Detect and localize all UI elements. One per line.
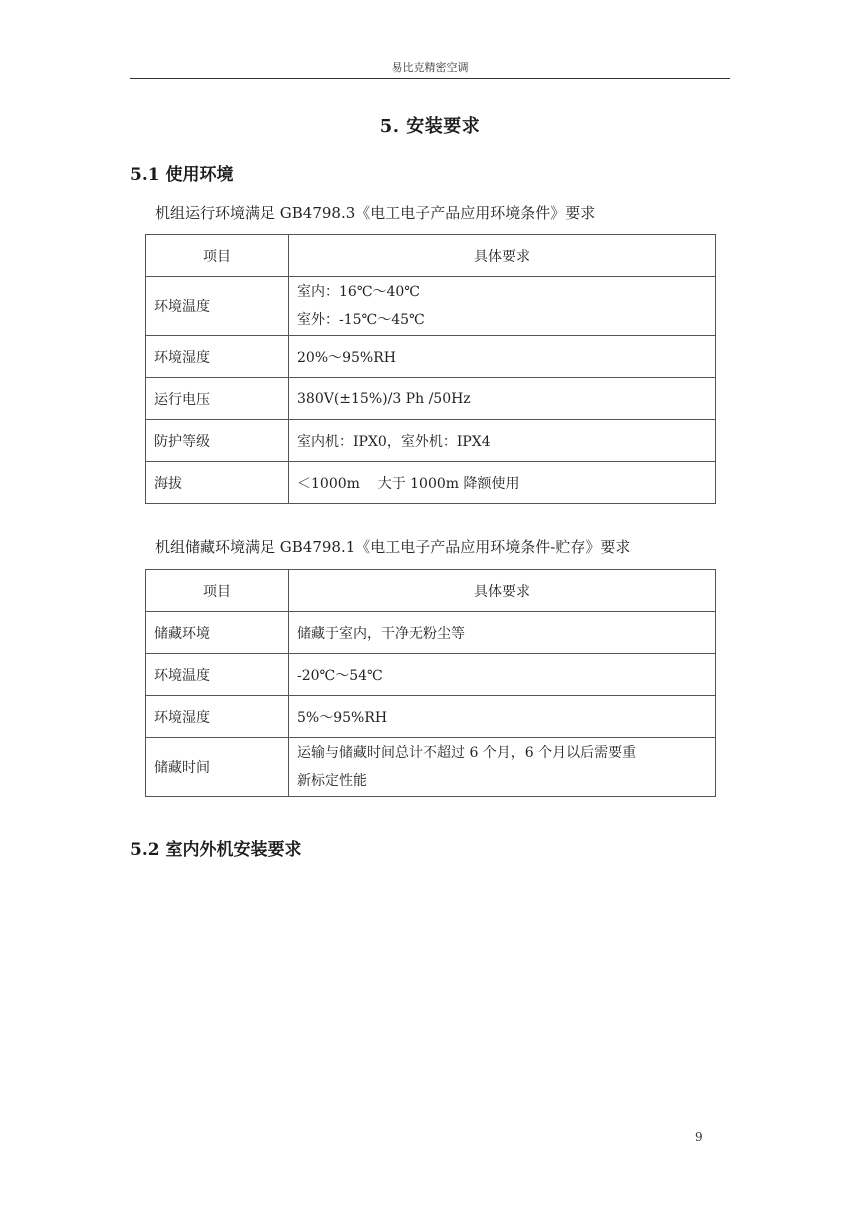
row-item: 运行电压 bbox=[146, 378, 289, 420]
row-item: 环境湿度 bbox=[146, 336, 289, 378]
table-row bbox=[146, 738, 716, 797]
requirement-line: 运输与储藏时间总计不超过 6 个月，6 个月以后需要重 bbox=[297, 745, 637, 761]
operating-environment-intro: 机组运行环境满足 GB4798.3《电工电子产品应用环境条件》要求 bbox=[155, 204, 596, 222]
row-requirement: -20℃～54℃ bbox=[289, 654, 716, 696]
row-requirement: 室内机：IPX0，室外机：IPX4 bbox=[289, 420, 716, 462]
column-header-requirement: 具体要求 bbox=[289, 570, 716, 612]
column-header-requirement: 具体要求 bbox=[289, 235, 716, 277]
row-item: 储藏时间 bbox=[146, 738, 289, 797]
table-row bbox=[146, 277, 716, 336]
row-item: 环境湿度 bbox=[146, 696, 289, 738]
column-header-item: 项目 bbox=[146, 235, 289, 277]
row-requirement: 储藏于室内，干净无粉尘等 bbox=[289, 612, 716, 654]
row-item: 环境温度 bbox=[146, 277, 289, 336]
table-row bbox=[146, 696, 716, 738]
requirement-line: 室内：16℃～40℃ bbox=[297, 284, 420, 300]
table-row bbox=[146, 336, 716, 378]
page-header: 易比克精密空调 bbox=[130, 58, 730, 79]
section-title-installation: 5.2 室内外机安装要求 bbox=[130, 840, 302, 860]
table-row bbox=[146, 420, 716, 462]
row-item: 海拔 bbox=[146, 462, 289, 504]
row-requirement: 5%～95%RH bbox=[289, 696, 716, 738]
chapter-title: 5. 安装要求 bbox=[379, 116, 481, 137]
requirement-line: 室外：-15℃～45℃ bbox=[297, 312, 425, 328]
table-row bbox=[146, 462, 716, 504]
section-title-environment: 5.1 使用环境 bbox=[130, 165, 234, 185]
storage-environment-table bbox=[145, 569, 716, 797]
row-item: 环境温度 bbox=[146, 654, 289, 696]
page-number: 9 bbox=[695, 1130, 703, 1144]
operating-environment-table bbox=[145, 234, 716, 504]
table-header-row bbox=[146, 235, 716, 277]
row-requirement bbox=[289, 738, 716, 797]
storage-environment-intro: 机组储藏环境满足 GB4798.1《电工电子产品应用环境条件-贮存》要求 bbox=[155, 538, 631, 556]
row-requirement: 380V(±15%)/3 Ph /50Hz bbox=[289, 378, 716, 420]
table-row bbox=[146, 378, 716, 420]
row-requirement: ＜1000m 大于 1000m 降额使用 bbox=[289, 462, 716, 504]
table-row bbox=[146, 612, 716, 654]
row-item: 防护等级 bbox=[146, 420, 289, 462]
table-header-row bbox=[146, 570, 716, 612]
row-requirement: 20%～95%RH bbox=[289, 336, 716, 378]
table-row bbox=[146, 654, 716, 696]
row-requirement bbox=[289, 277, 716, 336]
row-item: 储藏环境 bbox=[146, 612, 289, 654]
requirement-line: 新标定性能 bbox=[297, 773, 367, 789]
column-header-item: 项目 bbox=[146, 570, 289, 612]
